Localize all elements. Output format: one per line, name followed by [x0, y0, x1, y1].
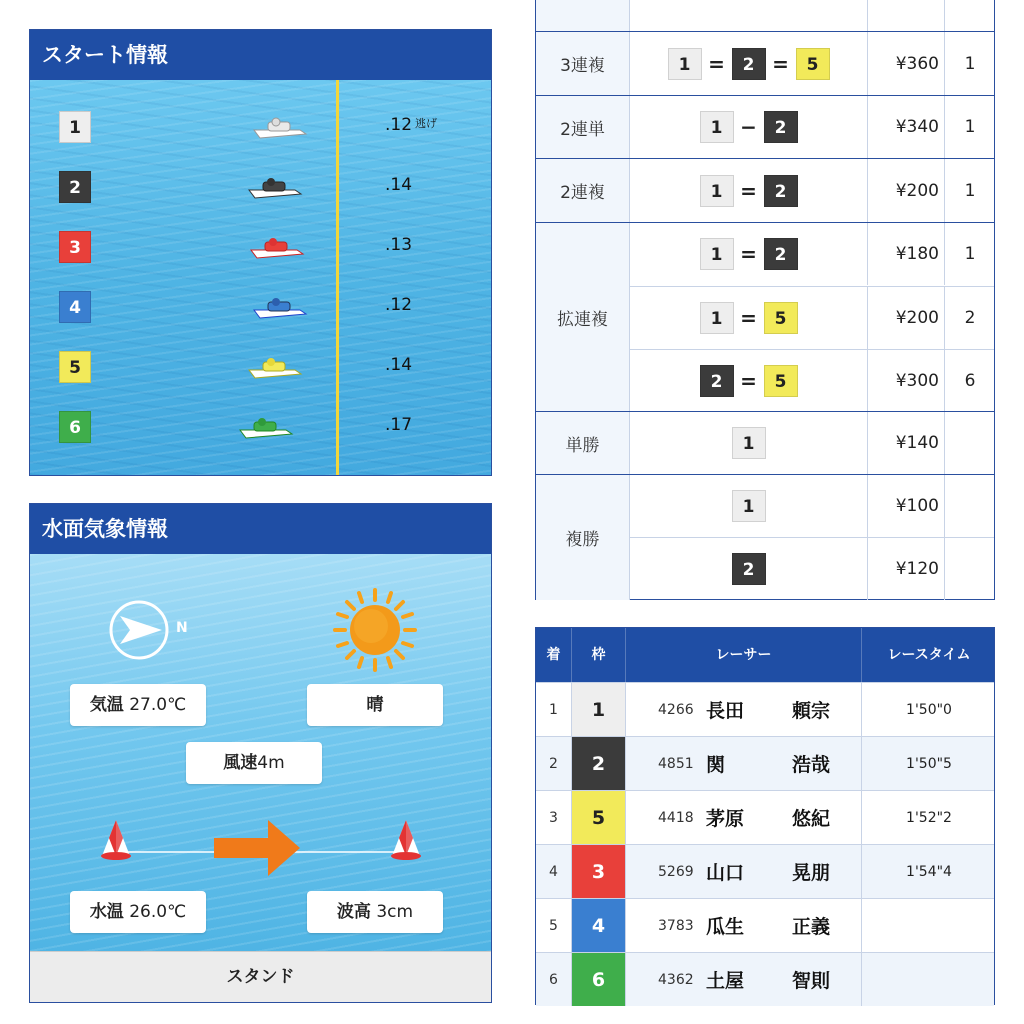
start-water-area — [30, 80, 491, 475]
racer-surname: 長田 — [706, 700, 745, 722]
frame-chip: 1 — [700, 111, 734, 143]
payout-amount — [867, 0, 945, 31]
table-row — [536, 790, 994, 844]
payout-table — [535, 0, 995, 600]
lane-number: 1 — [59, 111, 91, 143]
payout-amount: ¥120 — [867, 538, 945, 600]
racer-given-name: 正義 — [792, 916, 831, 938]
weather-water-area — [30, 554, 491, 951]
lane-number: 6 — [59, 411, 91, 443]
payout-subrow — [630, 223, 994, 286]
payout-popularity: 1 — [964, 244, 976, 264]
payout-row — [536, 95, 994, 158]
payout-category: 2連単 — [536, 96, 630, 158]
weather-title: 水面気象情報 — [30, 504, 491, 554]
payout-subrow — [630, 286, 994, 349]
frame-chip: 2 — [700, 365, 734, 397]
start-timing: .14 — [385, 175, 413, 195]
start-timing: .13 — [385, 235, 413, 255]
boat-icon — [236, 412, 294, 442]
start-info-panel — [29, 29, 492, 476]
payout-category: 複勝 — [536, 475, 630, 600]
combo-separator: = — [740, 369, 757, 393]
frame-chip: 1 — [668, 48, 702, 80]
payout-combination — [630, 223, 867, 285]
frame-chip: 1 — [700, 238, 734, 270]
result-frame: 2 — [572, 737, 626, 790]
result-rank: 3 — [536, 791, 572, 844]
race-time — [862, 953, 996, 1006]
result-frame: 5 — [572, 791, 626, 844]
table-row — [536, 898, 994, 952]
start-timing: .17 — [385, 415, 413, 435]
payout-amount: ¥140 — [867, 412, 945, 474]
racer-given-name: 智則 — [792, 970, 831, 992]
payout-row-group — [536, 222, 994, 411]
air-temperature: 気温 27.0℃ — [70, 684, 206, 726]
frame-chip: 2 — [732, 553, 766, 585]
payout-amount: ¥340 — [867, 96, 945, 158]
racer-id: 3783 — [658, 917, 694, 934]
results-header — [536, 628, 994, 682]
frame-chip: 1 — [700, 302, 734, 334]
lane-row — [30, 340, 491, 390]
frame-chip: 2 — [764, 175, 798, 207]
racer-surname: 瓜生 — [706, 916, 745, 938]
table-row — [536, 682, 994, 736]
payout-amount: ¥180 — [867, 223, 945, 285]
payout-combination — [630, 159, 867, 222]
result-rank: 5 — [536, 899, 572, 952]
payout-popularity: 1 — [964, 180, 976, 201]
frame-chip: 2 — [764, 238, 798, 270]
frame-chip: 2 — [732, 48, 766, 80]
payout-popularity: 6 — [964, 371, 976, 391]
payout-amount: ¥200 — [867, 159, 945, 222]
payout-combination — [630, 538, 867, 600]
racer-surname: 関 — [706, 754, 726, 776]
payout-category: 3連複 — [536, 32, 630, 95]
racer-given-name: 頼宗 — [792, 700, 831, 722]
payout-category: 2連複 — [536, 159, 630, 222]
payout-category — [536, 0, 630, 31]
payout-combination — [630, 350, 867, 412]
result-racer — [626, 791, 862, 844]
result-racer — [626, 737, 862, 790]
frame-chip: 5 — [764, 365, 798, 397]
weather-condition: 晴 — [307, 684, 443, 726]
racer-id: 4851 — [658, 755, 694, 772]
payout-row — [536, 31, 994, 95]
start-note: 逃げ — [415, 117, 438, 130]
race-time: 1'50"5 — [906, 755, 952, 772]
wind-arrow-icon — [96, 816, 426, 886]
header-race-time: レースタイム — [887, 647, 971, 663]
header-rank: 着 — [536, 628, 572, 682]
result-racer — [626, 845, 862, 898]
wind-speed: 風速4m — [186, 742, 322, 784]
lane-number: 5 — [59, 351, 91, 383]
result-racer — [626, 683, 862, 736]
start-timing: .14 — [385, 355, 413, 375]
table-row — [536, 844, 994, 898]
result-racer — [626, 899, 862, 952]
result-frame: 6 — [572, 953, 626, 1006]
payout-subrow — [630, 537, 994, 600]
race-time: 1'54"4 — [906, 863, 952, 880]
boat-icon — [245, 172, 303, 202]
table-row — [536, 952, 994, 1006]
payout-row-group — [536, 474, 994, 599]
payout-amount: ¥200 — [867, 287, 945, 349]
table-row — [536, 736, 994, 790]
result-rank: 2 — [536, 737, 572, 790]
combo-separator: − — [740, 115, 757, 139]
racer-surname: 土屋 — [706, 970, 745, 992]
payout-subrow — [630, 349, 994, 412]
lane-row — [30, 280, 491, 330]
boat-icon — [247, 232, 305, 262]
payout-combination — [630, 96, 867, 158]
payout-combination — [630, 412, 867, 474]
payout-subrow — [630, 475, 994, 537]
combo-separator: = — [740, 306, 757, 330]
frame-chip: 5 — [764, 302, 798, 334]
racer-id: 4418 — [658, 809, 694, 826]
lane-row — [30, 400, 491, 450]
payout-popularity — [945, 475, 995, 537]
lane-row — [30, 100, 491, 150]
water-temperature: 水温 26.0℃ — [70, 891, 206, 933]
race-time: 1'50"0 — [906, 701, 952, 718]
wave-height: 波高 3cm — [307, 891, 443, 933]
payout-row — [536, 411, 994, 474]
combo-separator: = — [740, 178, 757, 203]
lane-number: 2 — [59, 171, 91, 203]
payout-popularity — [945, 538, 995, 600]
payout-category: 拡連複 — [536, 223, 630, 411]
result-rank: 4 — [536, 845, 572, 898]
result-rank: 1 — [536, 683, 572, 736]
boat-icon — [250, 112, 308, 142]
racer-id: 4266 — [658, 701, 694, 718]
result-frame: 4 — [572, 899, 626, 952]
racer-surname: 山口 — [706, 862, 745, 884]
race-time: 1'52"2 — [906, 809, 952, 826]
sun-icon — [333, 588, 417, 672]
result-rank: 6 — [536, 953, 572, 1006]
lane-number: 4 — [59, 291, 91, 323]
racer-given-name: 晃朋 — [792, 862, 831, 884]
frame-chip: 1 — [732, 427, 766, 459]
header-racer: レーサー — [626, 628, 862, 682]
start-info-title: スタート情報 — [30, 30, 491, 80]
payout-combination — [630, 287, 867, 349]
result-racer — [626, 953, 862, 1006]
buoy-icon — [101, 820, 131, 860]
racer-id: 5269 — [658, 863, 694, 880]
stand-label: スタンド — [30, 951, 491, 1002]
lane-number: 3 — [59, 231, 91, 263]
payout-amount: ¥360 — [867, 32, 945, 95]
payout-combination — [630, 475, 867, 537]
race-time — [862, 899, 996, 952]
payout-category: 単勝 — [536, 412, 630, 474]
payout-amount: ¥300 — [867, 350, 945, 412]
combo-separator: = — [772, 51, 789, 76]
frame-chip: 5 — [796, 48, 830, 80]
racer-given-name: 浩哉 — [792, 754, 831, 776]
combo-separator: = — [740, 242, 757, 266]
results-table — [535, 627, 995, 1005]
start-timing: .12 — [385, 295, 413, 315]
boat-icon — [250, 292, 308, 322]
frame-chip: 1 — [700, 175, 734, 207]
frame-chip: 1 — [732, 490, 766, 522]
payout-combination — [630, 32, 867, 95]
lane-row — [30, 160, 491, 210]
start-timing: .12 逃げ — [385, 115, 438, 135]
payout-row — [536, 158, 994, 222]
weather-panel — [29, 503, 492, 1003]
payout-popularity — [945, 412, 995, 474]
payout-popularity: 2 — [964, 308, 976, 328]
payout-popularity: 1 — [964, 117, 976, 137]
payout-popularity: 1 — [964, 53, 976, 74]
combo-separator: = — [708, 51, 725, 76]
racer-given-name: 悠紀 — [792, 808, 831, 830]
result-frame: 1 — [572, 683, 626, 736]
frame-chip: 2 — [764, 111, 798, 143]
north-label: N — [176, 620, 188, 636]
payout-row-clipped — [536, 0, 994, 31]
boat-icon — [245, 352, 303, 382]
payout-amount: ¥100 — [867, 475, 945, 537]
lane-row — [30, 220, 491, 270]
header-frame: 枠 — [572, 628, 626, 682]
racer-surname: 茅原 — [706, 808, 745, 830]
racer-id: 4362 — [658, 971, 694, 988]
result-frame: 3 — [572, 845, 626, 898]
